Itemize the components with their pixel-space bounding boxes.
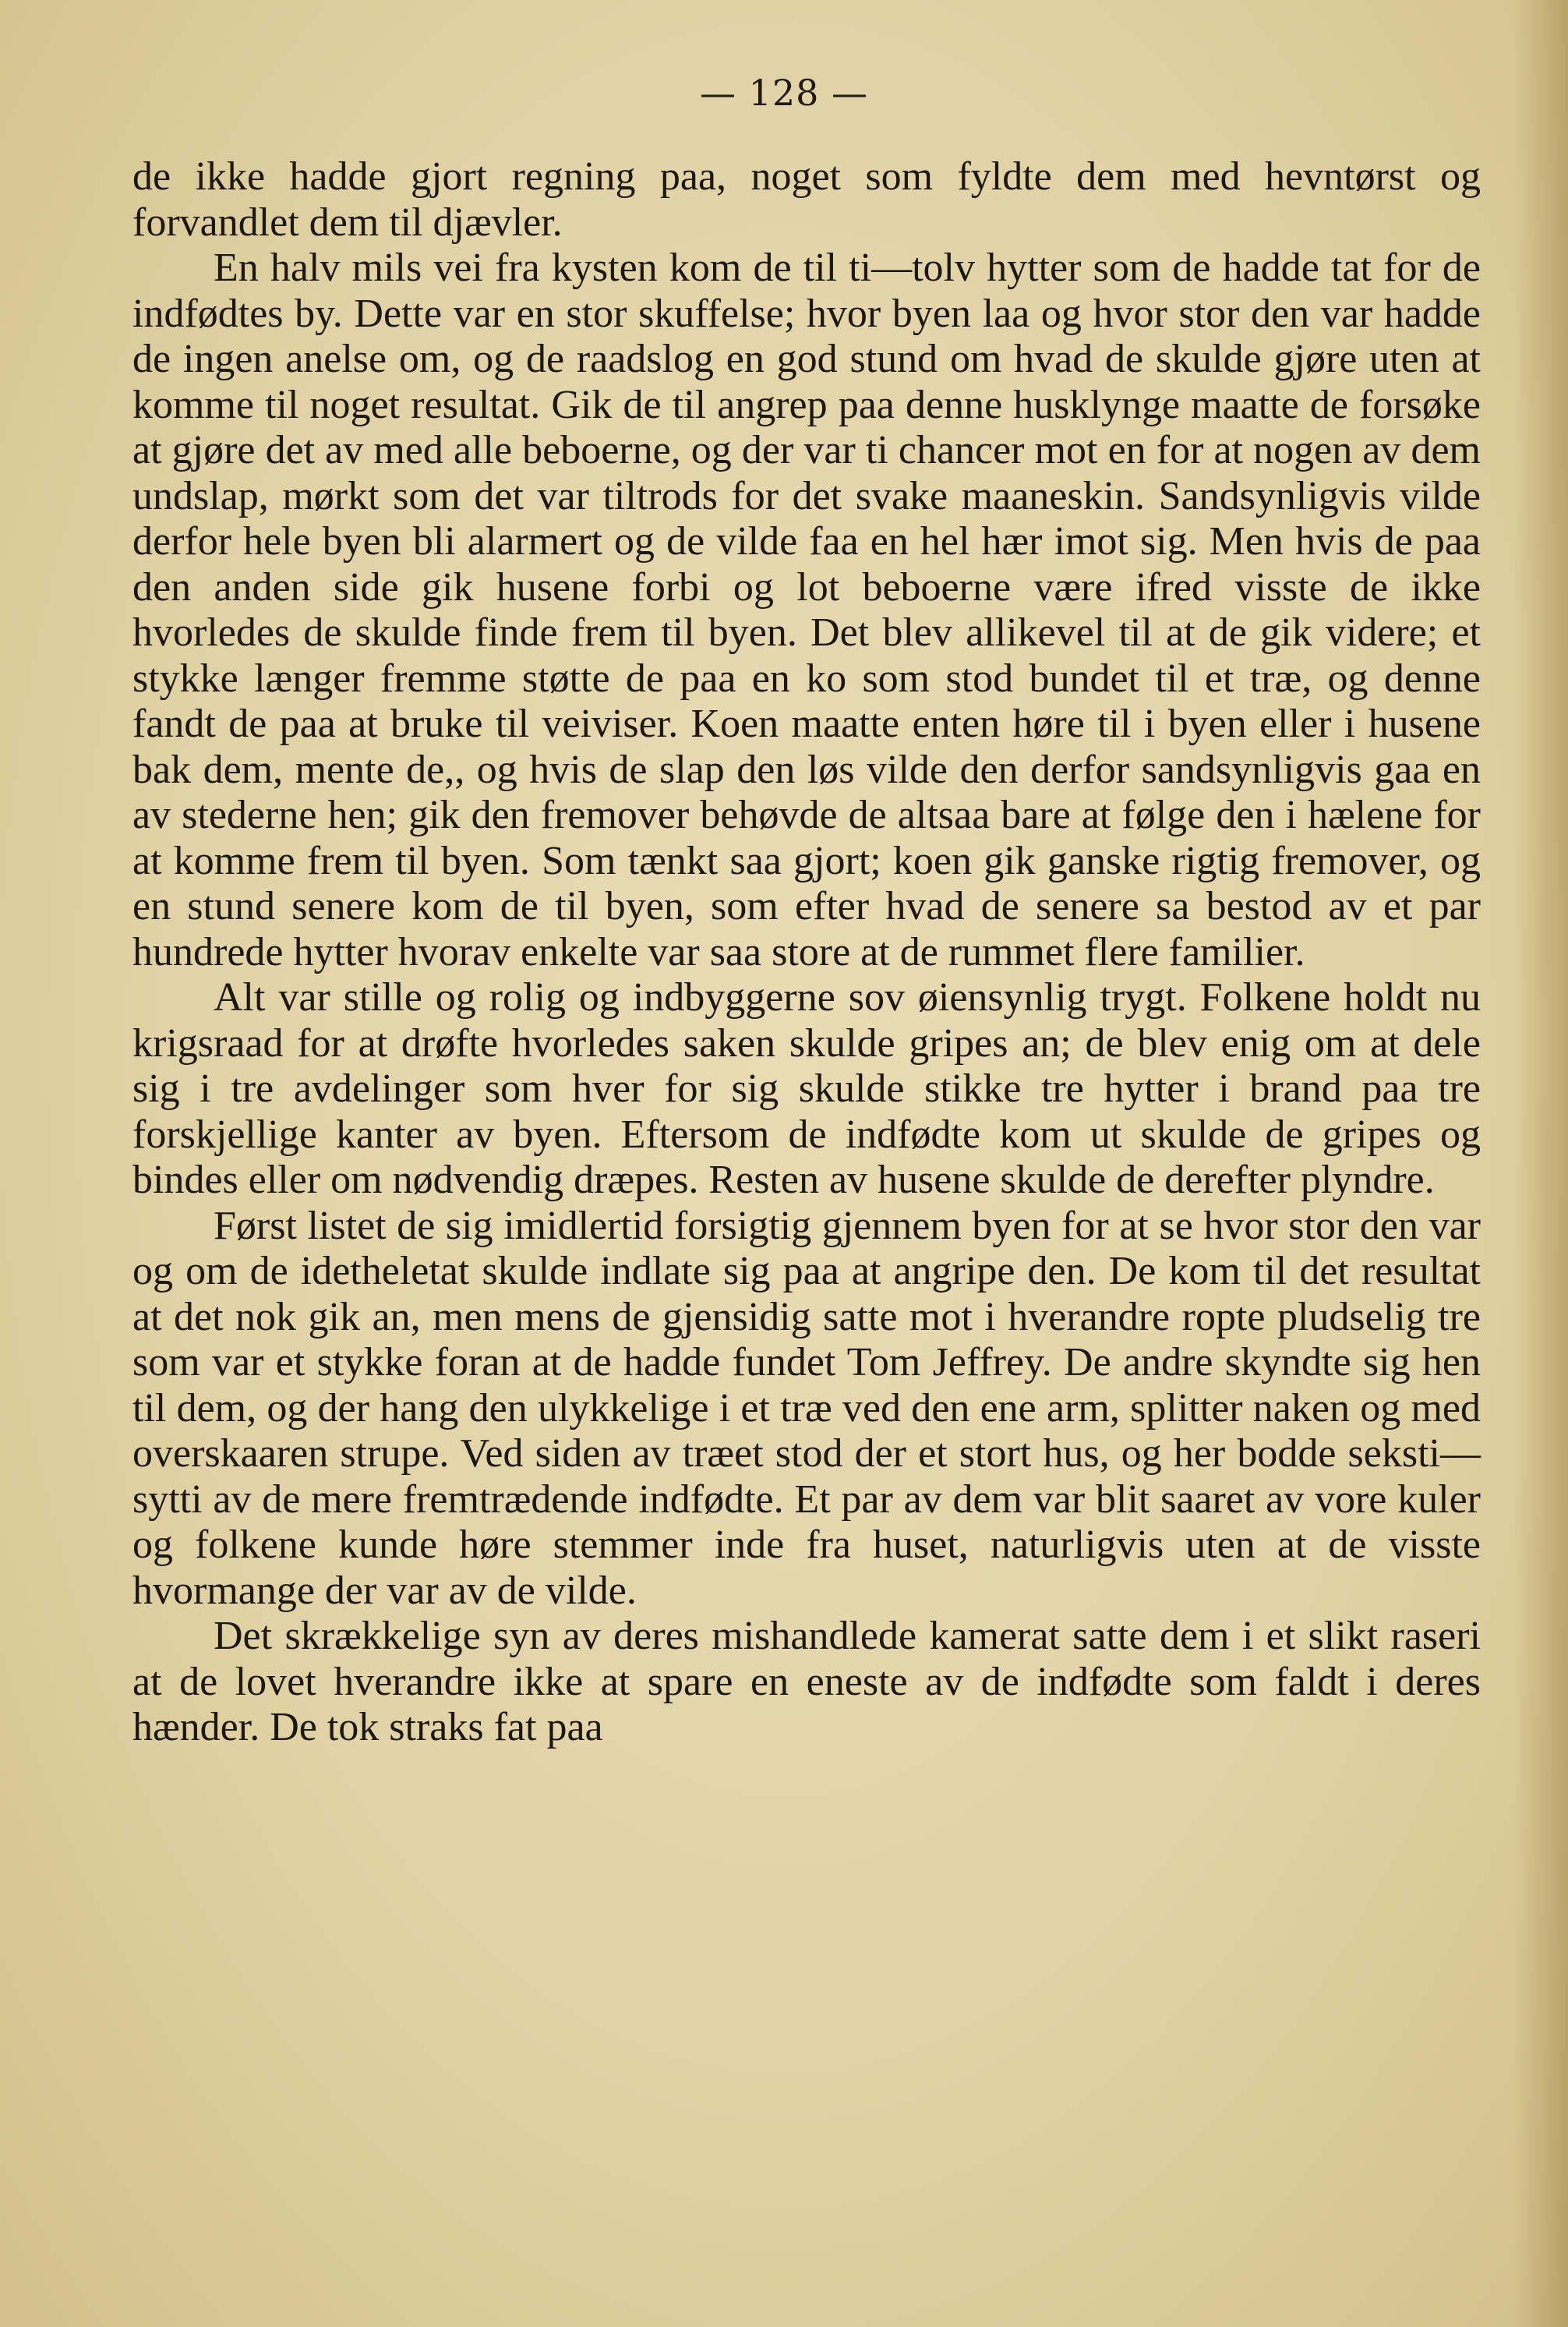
paragraph: En halv mils vei fra kysten kom de til ti—tolv hytter som de hadde tat for de indfødtes by. Dette var en stor skuffelse; hvor byen laa og hvor stor den var hadde de ingen anelse om, og de raadslog en god stund om hvad de skulde gjøre uten at komme til noget resultat. Gik de til angrep paa denne husklynge maatte de forsøke at gjøre det av med alle beboerne, og der var ti chancer mot en for at nogen av dem undslap, mørkt som det var tiltrods for det svake maaneskin. Sandsynligvis vilde derfor hele byen bli alarmert og de vilde faa en hel hær imot sig. Men hvis de paa den anden side gik husene forbi og lot beboerne være ifred visste de ikke hvorledes de skulde finde frem til byen. Det blev allikevel til at de gik videre; et stykke længer fremme støtte de paa en ko som stod bundet til et træ, og denne fandt de paa at bruke til veiviser. Koen maatte enten høre til i byen eller i husene bak dem, mente de,, og hvis de slap den løs vilde den derfor sandsynligvis gaa en av stederne hen; gik den fremover behøvde de altsaa bare at følge den i hælene for at komme frem til byen. Som tænkt saa gjort; koen gik ganske rigtig fremover, og en stund senere kom de til byen, som efter hvad de senere sa bestod av et par hundrede hytter hvorav enkelte var saa store at de rummet flere familier.: [132, 246, 1481, 974]
paragraph: Det skrækkelige syn av deres mishandlede kamerat satte dem i et slikt raseri at de lovet hverandre ikke at spare en eneste av de indfødte som faldt i deres hænder. De tok straks fat paa: [132, 1614, 1481, 1749]
body-text: [132, 154, 1481, 1751]
paragraph: de ikke hadde gjort regning paa, noget som fyldte dem med hevntørst og forvandlet dem til djævler.: [132, 154, 1481, 245]
paragraph: Alt var stille og rolig og indbyggerne sov øiensynlig trygt. Folkene holdt nu krigsraad for at drøfte hvorledes saken skulde gripes an; de blev enig om at dele sig i tre avdelinger som hver for sig skulde stikke tre hytter i brand paa tre forskjellige kanter av byen. Eftersom de indfødte kom ut skulde de gripes og bindes eller om nødvendig dræpes. Resten av husene skulde de derefter plyndre.: [132, 975, 1481, 1202]
page-number: — 128 —: [699, 72, 869, 114]
paragraph: Først listet de sig imidlertid forsigtig gjennem byen for at se hvor stor den var og om de idetheletat skulde indlate sig paa at angripe den. De kom til det resultat at det nok gik an, men mens de gjensidig satte mot i hverandre ropte pludselig tre som var et stykke foran at de hadde fundet Tom Jeffrey. De andre skyndte sig hen til dem, og der hang den ulykkelige i et træ ved den ene arm, splitter naken og med overskaaren strupe. Ved siden av træet stod der et stort hus, og her bodde seksti—sytti av de mere fremtrædende indfødte. Et par av dem var blit saaret av vore kuler og folkene kunde høre stemmer inde fra huset, naturligvis uten at de visste hvormange der var av de vilde.: [132, 1203, 1481, 1613]
